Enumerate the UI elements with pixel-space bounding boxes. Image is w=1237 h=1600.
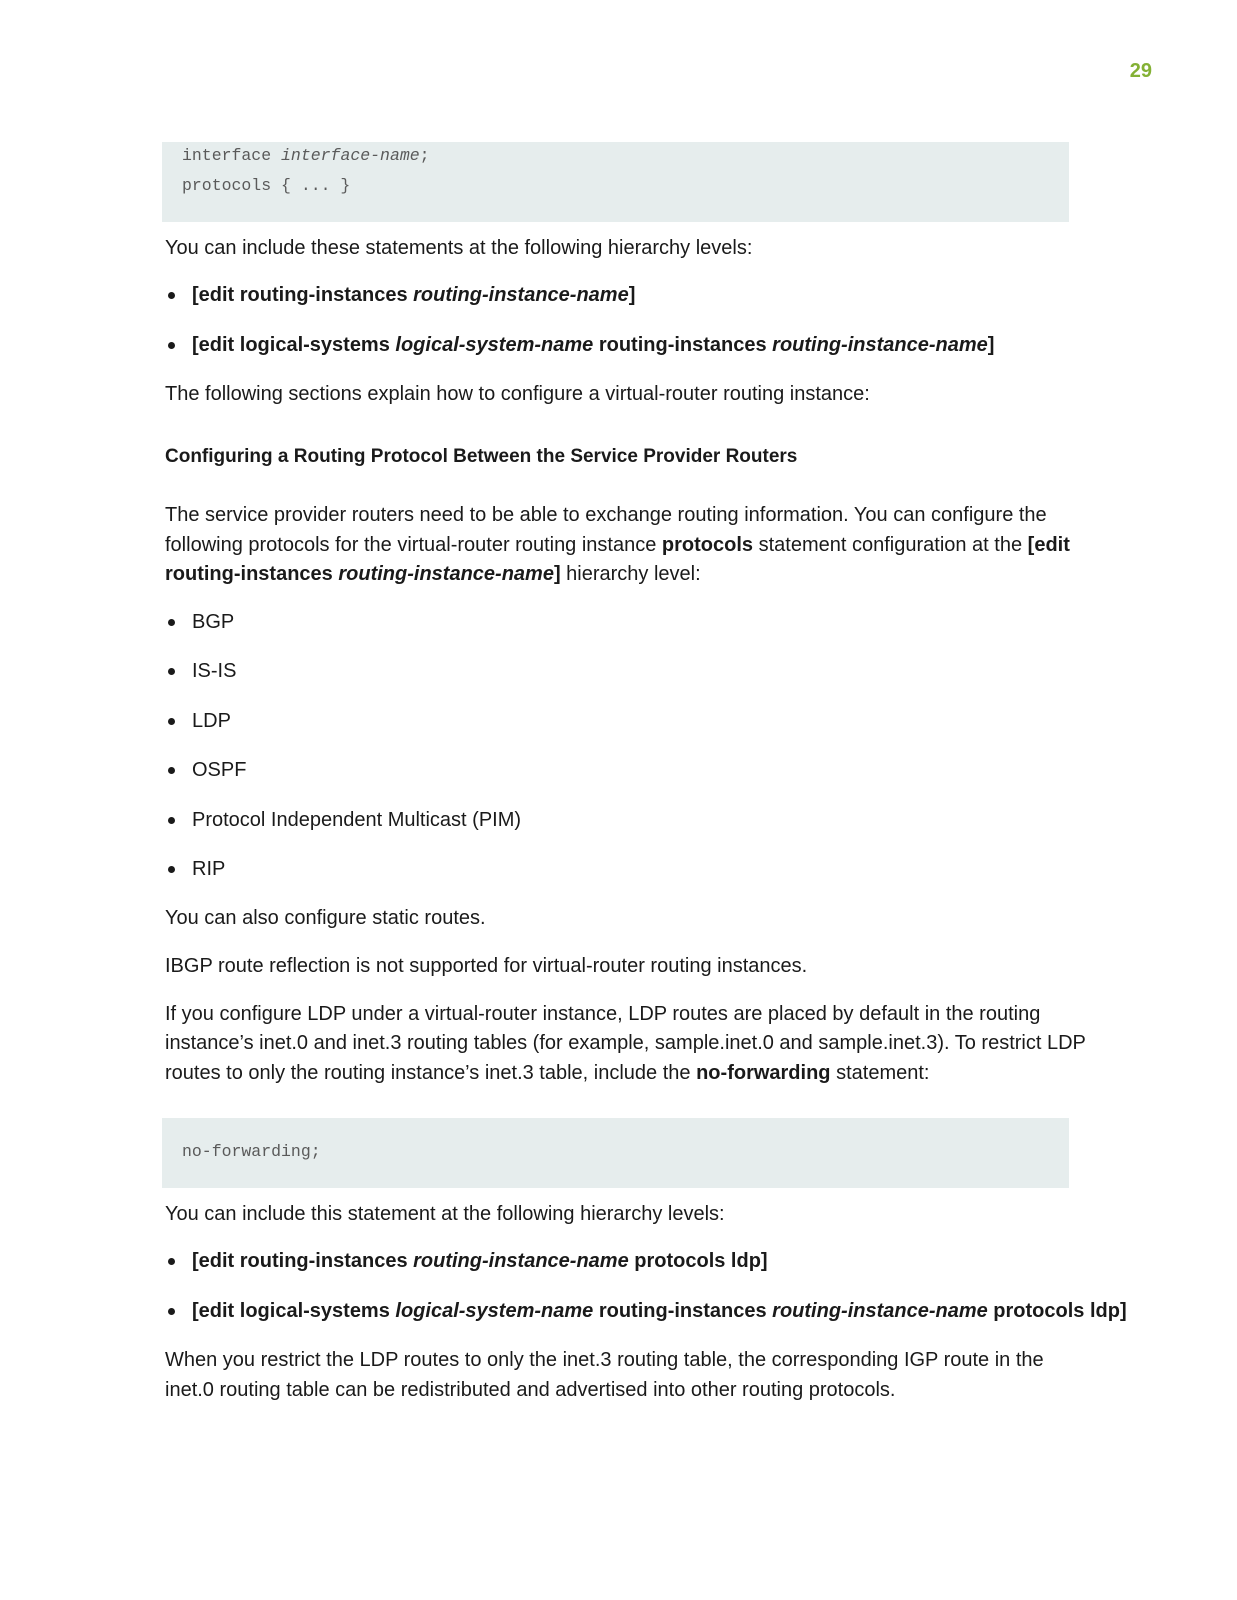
paragraph-hierarchy-intro-2: You can include this statement at the following hierarchy levels:	[165, 1203, 725, 1225]
paragraph-line: inet.0 routing table can be redistributed and advertised into other routing protocols.	[165, 1379, 896, 1401]
paragraph-line: following protocols for the virtual-router routing instance protocols statement configuration at the [edit	[165, 534, 1070, 556]
paragraph-static-routes: You can also configure static routes.	[165, 907, 486, 929]
paragraph-line: routing-instances routing-instance-name] hierarchy level:	[165, 563, 701, 585]
code-line: interface interface-name;	[182, 146, 430, 165]
section-heading: Configuring a Routing Protocol Between the Service Provider Routers	[165, 446, 798, 467]
paragraph-line: If you configure LDP under a virtual-router instance, LDP routes are placed by default in the routing	[165, 1003, 1041, 1025]
page-number: 29	[1129, 60, 1152, 82]
paragraph-ibgp: IBGP route reflection is not supported for virtual-router routing instances.	[165, 955, 808, 977]
code-block-interface	[162, 142, 1069, 222]
paragraph-sections-intro: The following sections explain how to configure a virtual-router routing instance:	[165, 383, 870, 405]
paragraph-line: The service provider routers need to be able to exchange routing information. You can configure the	[165, 504, 1047, 526]
paragraph-line: routes to only the routing instance’s inet.3 table, include the no-forwarding statement:	[165, 1062, 930, 1084]
paragraph-line: instance’s inet.0 and inet.3 routing tables (for example, sample.inet.0 and sample.inet.3). To restrict LDP	[165, 1032, 1086, 1054]
code-line: no-forwarding;	[182, 1142, 321, 1161]
code-line: protocols { ... }	[182, 176, 351, 195]
paragraph-hierarchy-intro: You can include these statements at the following hierarchy levels:	[165, 237, 753, 259]
paragraph-line: When you restrict the LDP routes to only the inet.3 routing table, the corresponding IGP route in the	[165, 1349, 1044, 1371]
code-block-no-forwarding	[162, 1118, 1069, 1188]
